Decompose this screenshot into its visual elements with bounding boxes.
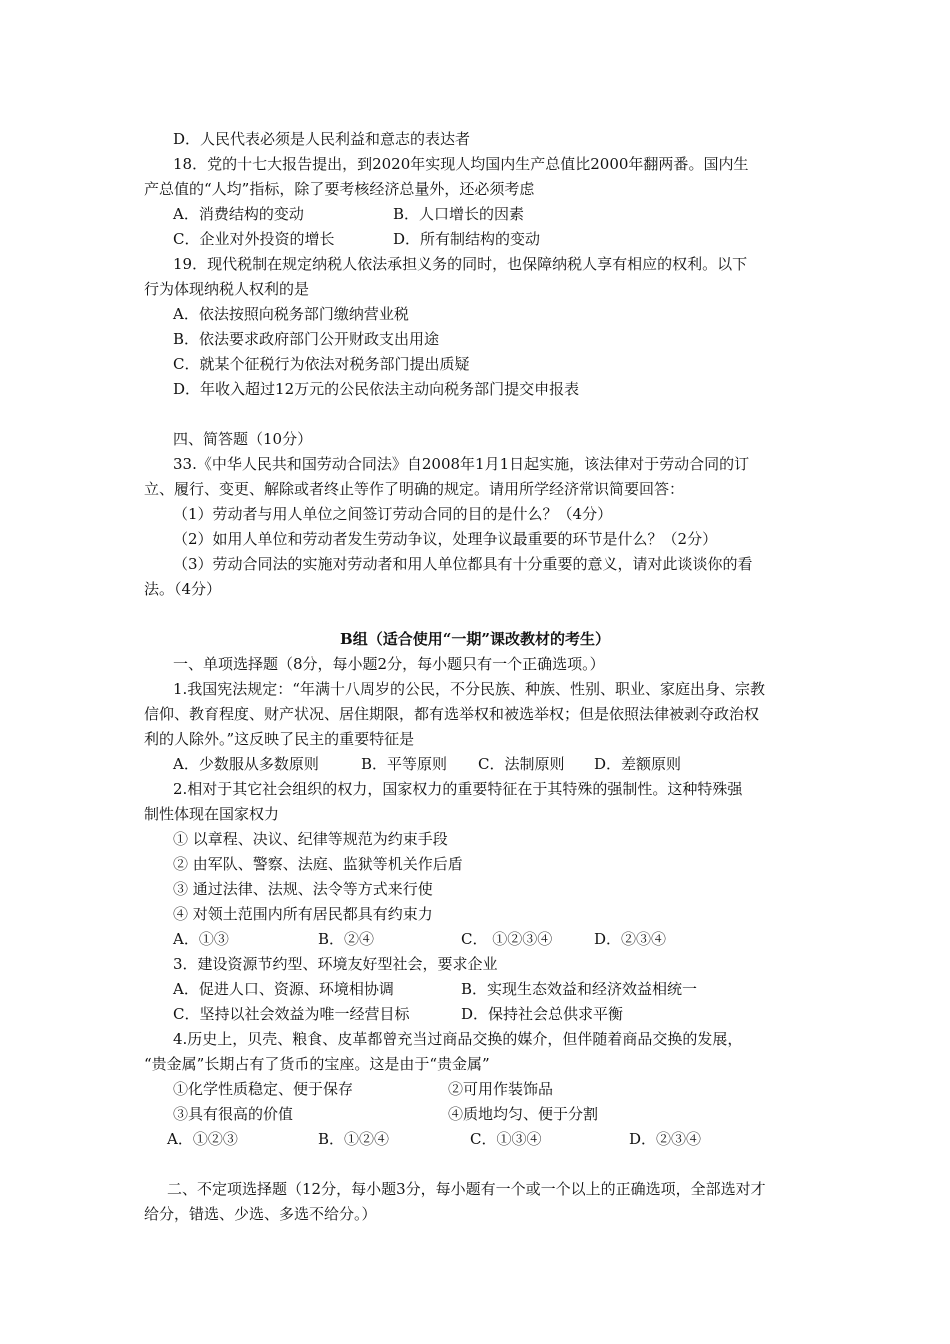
b-q1-option-c: C．法制原则 [478, 755, 565, 773]
b-q4-statement-1: ①化学性质稳定、便于保存 [173, 1080, 354, 1098]
b-q1-option-b: B．平等原则 [361, 755, 448, 773]
b-q4-option-c: C．①③④ [470, 1130, 542, 1148]
b-q4-statement-2: ②可用作装饰品 [448, 1080, 554, 1098]
b-q2-option-c: C． ①②③④ [461, 930, 553, 948]
b-q4-option-d: D．②③④ [629, 1130, 702, 1148]
b-q2-option-a: A．①③ [173, 930, 229, 948]
b-q3-option-a: A．促进人口、资源、环境相协调 [173, 980, 394, 998]
q18-option-a: A．消费结构的变动 [173, 205, 304, 223]
b-q1-option-a: A．少数服从多数原则 [173, 755, 319, 773]
b-q2-option-d: D．②③④ [594, 930, 667, 948]
group-b-title: B组（适合使用“一期”课改教材的考生） [340, 630, 610, 648]
q18-option-b: B．人口增长的因素 [393, 205, 525, 223]
q18-option-d: D．所有制结构的变动 [393, 230, 541, 248]
b-q4-option-a: A．①②③ [167, 1130, 238, 1148]
b-q3-option-d: D．保持社会总供求平衡 [461, 1005, 624, 1023]
b-q2-option-b: B．②④ [318, 930, 375, 948]
b-q4-statement-4: ④质地均匀、便于分割 [448, 1105, 599, 1123]
b-q1-option-d: D．差额原则 [594, 755, 682, 773]
document-page: D．人民代表必须是人民利益和意志的表达者 18．党的十七大报告提出，到2020年实现人均国内生产总值比2000年翻两番。国内生 产总值的“人均”指标，除了要考核经济总量外，还必须考虑 A．消费结构的变动 B．人口增长的因素 C．企业对外投资的增长 D．所有制结构的变动 19．现代税制在规定纳税人依法承担义务的同时，也保障纳税人享有相应的权利。以下 行为体现纳税人权利的是 A．依法按照向税务部门缴纳营业税 B．依法要求政府部门公开财政支出用途 C．就某个征税行为依法对税务部门提出质疑 D．年收入超过12万元的公民依法主动向税务部门提交申报表 四、简答题（10分） 33.《中华人民共和国劳动合同法》自2008年1月1日起实施，该法律对于劳动合同的订 立、履行、变更、解除或者终止等作了明确的规定。请用所学经济常识简要回答： （1）劳动者与用人单位之间签订劳动合同的目的是什么？（4分） （2）如用人单位和劳动者发生劳动争议，处理争议最重要的环节是什么？（2分） （3）劳动合同法的实施对劳动者和用人单位都具有十分重要的意义，请对此谈谈你的看 法。（4分） B组（适合使用“一期”课改教材的考生） 一、单项选择题（8分，每小题2分，每小题只有一个正确选项。） 1.我国宪法规定：“年满十八周岁的公民，不分民族、种族、性别、职业、家庭出身、宗教 信仰、教育程度、财产状况、居住期限，都有选举权和被选举权；但是依照法律被剥夺政治权 利的人除外。”这反映了民主的重要特征是 A．少数服从多数原则 B．平等原则 C．法制原则 D．差额原则 2.相对于其它社会组织的权力，国家权力的重要特征在于其特殊的强制性。这种特殊强 制性体现在国家权力 ① 以章程、决议、纪律等规范为约束手段 ② 由军队、警察、法庭、监狱等机关作后盾 ③ 通过法律、法规、法令等方式来行使 ④ 对领土范围内所有居民都具有约束力 A．①③ B．②④ C． ①②③④ D．②③④ 3．建设资源节约型、环境友好型社会，要求企业 A．促进人口、资源、环境相协调 B．实现生态效益和经济效益相统一 C．坚持以社会效益为唯一经营目标 D．保持社会总供求平衡 4.历史上，贝壳、粮食、皮革都曾充当过商品交换的媒介，但伴随着商品交换的发展， “贵金属”长期占有了货币的宝座。这是由于“贵金属” ①化学性质稳定、便于保存 ②可用作装饰品 ③具有很高的价值 ④质地均匀、便于分割 A．①②③ B．①②④ C．①③④ D．②③④ 二、不定项选择题（12分，每小题3分，每小题有一个或一个以上的正确选项，全部选对才 给分，错选、少选、多选不给分。） [0, 0, 950, 1344]
b-q3-option-c: C．坚持以社会效益为唯一经营目标 [173, 1005, 410, 1023]
b-q3-option-b: B．实现生态效益和经济效益相统一 [461, 980, 698, 998]
q18-option-c: C．企业对外投资的增长 [173, 230, 335, 248]
b-q4-statement-3: ③具有很高的价值 [173, 1105, 294, 1123]
b-q4-option-b: B．①②④ [318, 1130, 390, 1148]
